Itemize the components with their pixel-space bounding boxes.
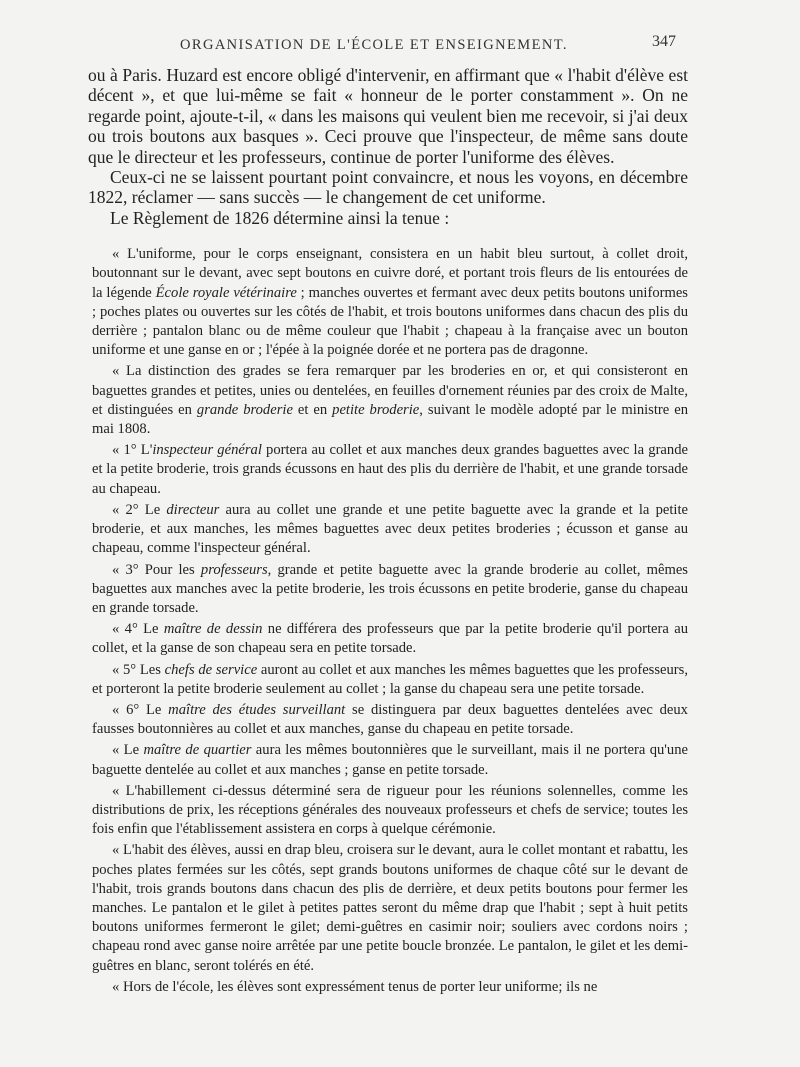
running-header: ORGANISATION DE L'ÉCOLE ET ENSEIGNEMENT.	[180, 37, 568, 53]
quote-paragraph: « 5° Les chefs de service auront au collet et aux manches les mêmes baguettes que les professeurs, et porteront la petite broderie seulement au collet ; la ganse du chapeau sera une petite torsade.	[92, 661, 688, 697]
quote-paragraph: « 4° Le maître de dessin ne différera des professeurs que par la petite broderie qu'il portera au collet, et la ganse de son chapeau sera en petite torsade.	[92, 621, 688, 657]
paragraph: Ceux-ci ne se laissent pourtant point convaincre, et nous les voyons, en décembre 1822, réclamer — sans succès — le changement de cet uniforme.	[88, 167, 688, 208]
main-text	[88, 65, 688, 228]
page-number: 347	[652, 33, 676, 50]
quote-paragraph: « L'habillement ci-dessus déterminé sera de rigueur pour les réunions solennelles, comme les distributions de prix, les réceptions générales des nouveaux professeurs et chefs de service; toutes les fois enfin que l'établissement assistera en corps à quelque cérémonie.	[92, 782, 688, 838]
page-body	[88, 65, 688, 997]
quote-paragraph: « 1° L'inspecteur général portera au collet et aux manches deux grandes baguettes avec la grande et la petite broderie, trois grands écussons en haut des plis du derrière de l'habit, et une grande torsade au chapeau.	[92, 442, 688, 497]
quote-paragraph: « La distinction des grades se fera remarquer par les broderies en or, et qui consisteront en baguettes grandes et petites, unies ou dentelées, en feuilles d'ornement réunies par des croix de Malte, et distinguées en grande broderie et en petite broderie, suivant le modèle adopté par le ministre en mai 1808.	[92, 363, 688, 438]
paragraph: ou à Paris. Huzard est encore obligé d'intervenir, en affirmant que « l'habit d'élève est décent », et que lui-même se fait « honneur de le porter constamment ». On ne regarde point, ajoute-t-il, « dans les maisons qui veulent bien me recevoir, si j'ai deux ou trois boutons aux basques ». Ceci prouve que l'inspecteur, de même sans doute que le directeur et les professeurs, continue de porter l'uniforme des élèves.	[88, 65, 688, 167]
quote-paragraph: « 2° Le directeur aura au collet une grande et une petite baguette avec la grande et la petite broderie, et aux manches, les mêmes baguettes avec deux petites broderies ; écusson et ganse au chapeau, comme l'inspecteur général.	[92, 501, 688, 557]
quote-paragraph: « Hors de l'école, les élèves sont expressément tenus de porter leur uniforme; ils ne	[112, 978, 598, 995]
quote-paragraph: « 3° Pour les professeurs, grande et petite baguette avec la grande broderie au collet, mêmes baguettes aux manches avec la petite broderie, les trois écussons en petite broderie, ganse du chapeau en grande torsade.	[92, 561, 688, 616]
quote-paragraph: « L'uniforme, pour le corps enseignant, consistera en un habit bleu surtout, à collet droit, boutonnant sur le devant, avec sept boutons en cuivre doré, et portant trois fleurs de lis entourées de la légende École royale vétérinaire ; manches ouvertes et fermant avec deux petits boutons uniformes ; poches plates ou ouvertes sur les côtés de l'habit, et trois boutons uniformes dans chacun des plis du derrière ; pantalon blanc ou de même couleur que l'habit ; chapeau à la française avec un bouton uniforme et une ganse en or ; l'épée à la poignée dorée et ne portera pas de dragonne.	[92, 246, 688, 359]
quote-paragraph: « Le maître de quartier aura les mêmes boutonnières que le surveillant, mais il ne portera qu'une baguette dentelée au collet et aux manches ; ganse en petite torsade.	[92, 742, 689, 778]
paragraph: Le Règlement de 1826 détermine ainsi la tenue :	[110, 207, 450, 228]
quoted-regulation	[92, 245, 688, 997]
quote-paragraph: « L'habit des élèves, aussi en drap bleu, croisera sur le devant, aura le collet montant et rabattu, les poches plates fermées sur les côtés, sept grands boutons uniformes de chaque côté sur le devant de l'habit, trois grands boutons dans chacun des plis de derrière, et deux petits boutons pour fermer les manches. Le pantalon et le gilet à petites pattes seront du même drap que l'habit ; sept à huit petits boutons uniformes fermeront le gilet; demi-guêtres en casimir noir; souliers avec cordons noirs ; chapeau rond avec ganse noire arrêtée par une petite boucle bronzée. Le pantalon, le gilet et les demi-guêtres en blanc, seront tolérés en été.	[92, 842, 688, 974]
quote-paragraph: « 6° Le maître des études surveillant se distinguera par deux baguettes dentelées avec deux fausses boutonnières au collet et aux manches, ganse du chapeau en petite torsade.	[92, 701, 688, 738]
